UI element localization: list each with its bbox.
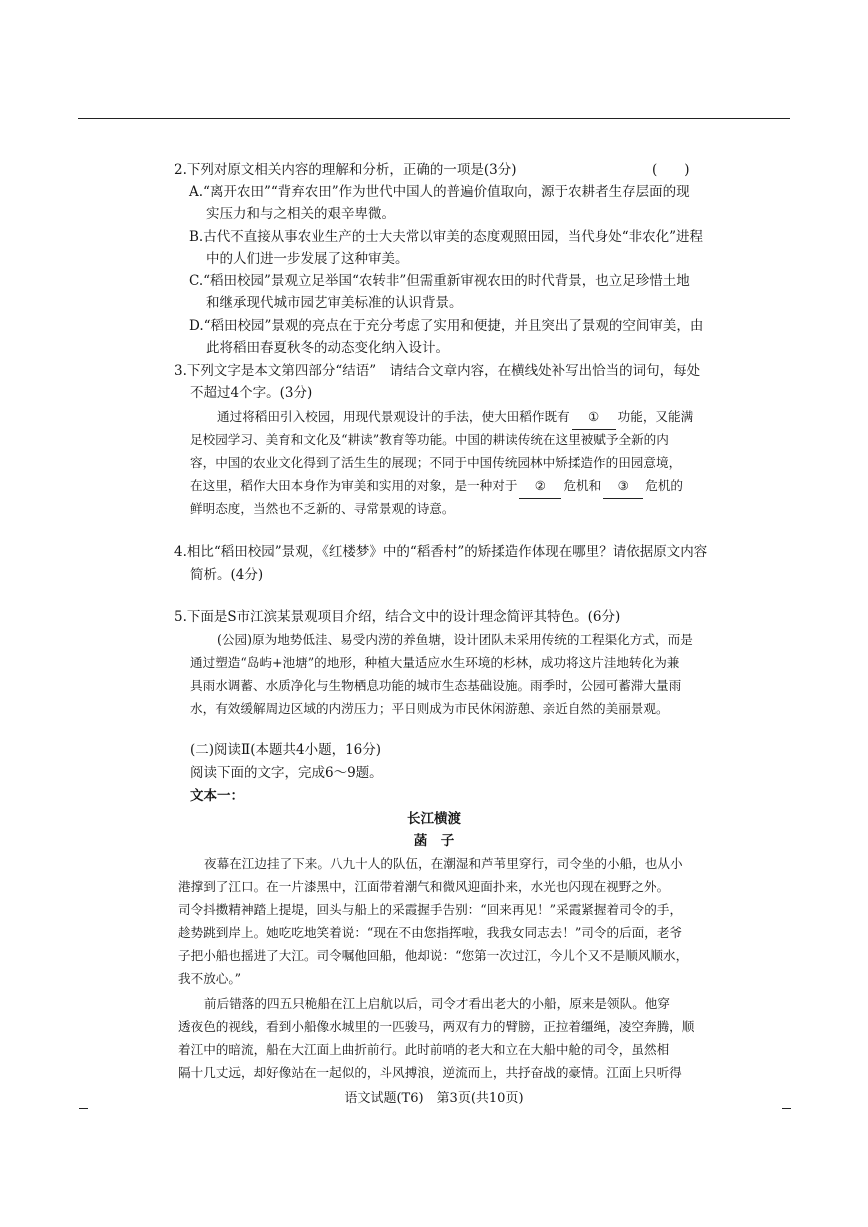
q2-option-b: B.古代不直接从事农业生产的士大夫常以审美的态度观照田园，当代身处“非农化”进程 (189, 229, 704, 245)
q5-material-line-2: 通过塑造“岛屿+池塘”的地形，种植大量适应水生环境的杉林，成功将这片洼地转化为兼 (190, 655, 680, 670)
article-line: 子把小船也摇进了大江。司令嘱他回船，他却说：“您第一次过江，今儿个又不是顺风顺水， (178, 948, 689, 963)
article-title: 长江横渡 (407, 811, 461, 827)
crop-mark-left (79, 1108, 88, 1109)
q3-stem: 3.下列文字是本文第四部分“结语” 请结合文章内容，在横线处补写出恰当的词句，每处 (174, 363, 701, 379)
q5-material-line-1: (公园)原为地势低洼、易受内涝的养鱼塘，设计团队未采用传统的工程渠化方式，而是 (217, 632, 693, 647)
q3-stem-cont: 不超过4个字。(3分) (190, 385, 313, 401)
article-line: 夜幕在江边挂了下来。八九十人的队伍，在潮湿和芦苇里穿行，司令坐的小船，也从小 (204, 856, 683, 871)
crop-mark-right (782, 1108, 791, 1109)
q5-material-line-3: 具雨水调蓄、水质净化与生物栖息功能的城市生态基础设施。雨季时，公园可蓄滞大量雨 (190, 678, 682, 693)
article-line: 司令抖擞精神踏上提堤，回头与船上的采霞握手告别：“回来再见！”采霞紧握着司令的手， (178, 902, 683, 917)
section-heading: (二)阅读Ⅱ(本题共4小题，16分) (190, 742, 382, 758)
q4-stem: 4.相比“稻田校园”景观，《红楼梦》中的“稻香村”的矫揉造作体现在哪里？请依据原文内容 (174, 544, 708, 560)
q2-option-c: C.“稻田校园”景观立足举国“农转非”但需重新审视农田的时代背景，也立足珍惜土地 (189, 273, 690, 289)
article-author: 菡 子 (413, 833, 455, 849)
q2-option-d-cont: 此将稻田春夏秋冬的动态变化纳入设计。 (206, 340, 449, 356)
q3-blank-2[interactable]: ② (519, 475, 561, 499)
q2-answer-paren: ( ) (652, 162, 690, 178)
article-line: 着江中的暗流，船在大江面上曲折前行。此时前哨的老大和立在大船中舱的司令，虽然相 (178, 1042, 670, 1057)
q2-stem: 2.下列对原文相关内容的理解和分析，正确的一项是(3分) (174, 162, 517, 178)
article-line: 趁势跳到岸上。她吃吃地笑着说：“现在不由您指挥啦，我我女同志去！”司令的后面，老爷 (178, 925, 683, 940)
q2-option-a: A.“离开农田”“背弃农田”作为世代中国人的普遍价值取向，源于农耕者生存层面的现 (189, 184, 690, 200)
q2-option-b-cont: 中的人们进一步发展了这种审美。 (206, 251, 409, 267)
q2-option-c-cont: 和继承现代城市园艺审美标准的认识背景。 (206, 295, 463, 311)
q5-stem: 5.下面是S市江滨某景观项目介绍，结合文中的设计理念简评其特色。(6分) (174, 609, 621, 625)
section-instruction: 阅读下面的文字，完成6～9题。 (190, 765, 383, 781)
q3-passage-line-4: 在这里，稻作大田本身作为审美和实用的对象，是一种对于 ② 危机和 ③ 危机的 (190, 475, 683, 499)
text-one-label: 文本一： (190, 788, 244, 804)
header-rule (78, 118, 790, 119)
article-line: 我不放心。” (178, 971, 242, 986)
q2-option-d: D.“稻田校园”景观的亮点在于充分考虑了实用和便捷，并且突出了景观的空间审美，由 (189, 318, 704, 334)
article-line: 前后错落的四五只桅船在江上启航以后，司令才看出老大的小船，原来是领队。他穿 (204, 996, 670, 1011)
q3-passage-line-2: 足校园学习、美育和文化及“耕读”教育等功能。中国的耕读传统在这里被赋予全新的内 (190, 432, 669, 447)
q2-option-a-cont: 实压力和与之相关的艰辛卑微。 (206, 206, 395, 222)
q3-passage-line-5: 鲜明态度，当然也不乏新的、寻常景观的诗意。 (190, 501, 455, 516)
q5-material-line-4: 水，有效缓解周边区域的内涝压力；平日则成为市民休闲游憩、亲近自然的美丽景观。 (190, 701, 669, 716)
q3-passage-line-1: 通过将稻田引入校园，用现代景观设计的手法，使大田稻作既有 ① 功能，又能满 (217, 406, 693, 430)
page-footer: 语文试题(T6) 第3页(共10页) (344, 1091, 524, 1106)
q3-blank-3[interactable]: ③ (603, 475, 643, 499)
q3-blank-1[interactable]: ① (572, 406, 616, 430)
q4-stem-cont: 简析。(4分) (190, 567, 264, 583)
article-line: 透夜色的视线，看到小船像水城里的一匹骏马，两双有力的臂膀，正拉着缰绳，凌空奔腾，顺 (178, 1019, 695, 1034)
q3-passage-line-3: 容，中国的农业文化得到了活生生的展现；不同于中国传统园林中矫揉造作的田园意境， (190, 455, 682, 470)
article-line: 隔十几丈远，却好像站在一起似的，斗风搏浪，逆流而上，共抒奋战的豪情。江面上只听得 (178, 1065, 682, 1080)
article-line: 港撑到了江口。在一片漆黑中，江面带着潮气和微风迎面扑来，水光也闪现在视野之外。 (178, 879, 670, 894)
